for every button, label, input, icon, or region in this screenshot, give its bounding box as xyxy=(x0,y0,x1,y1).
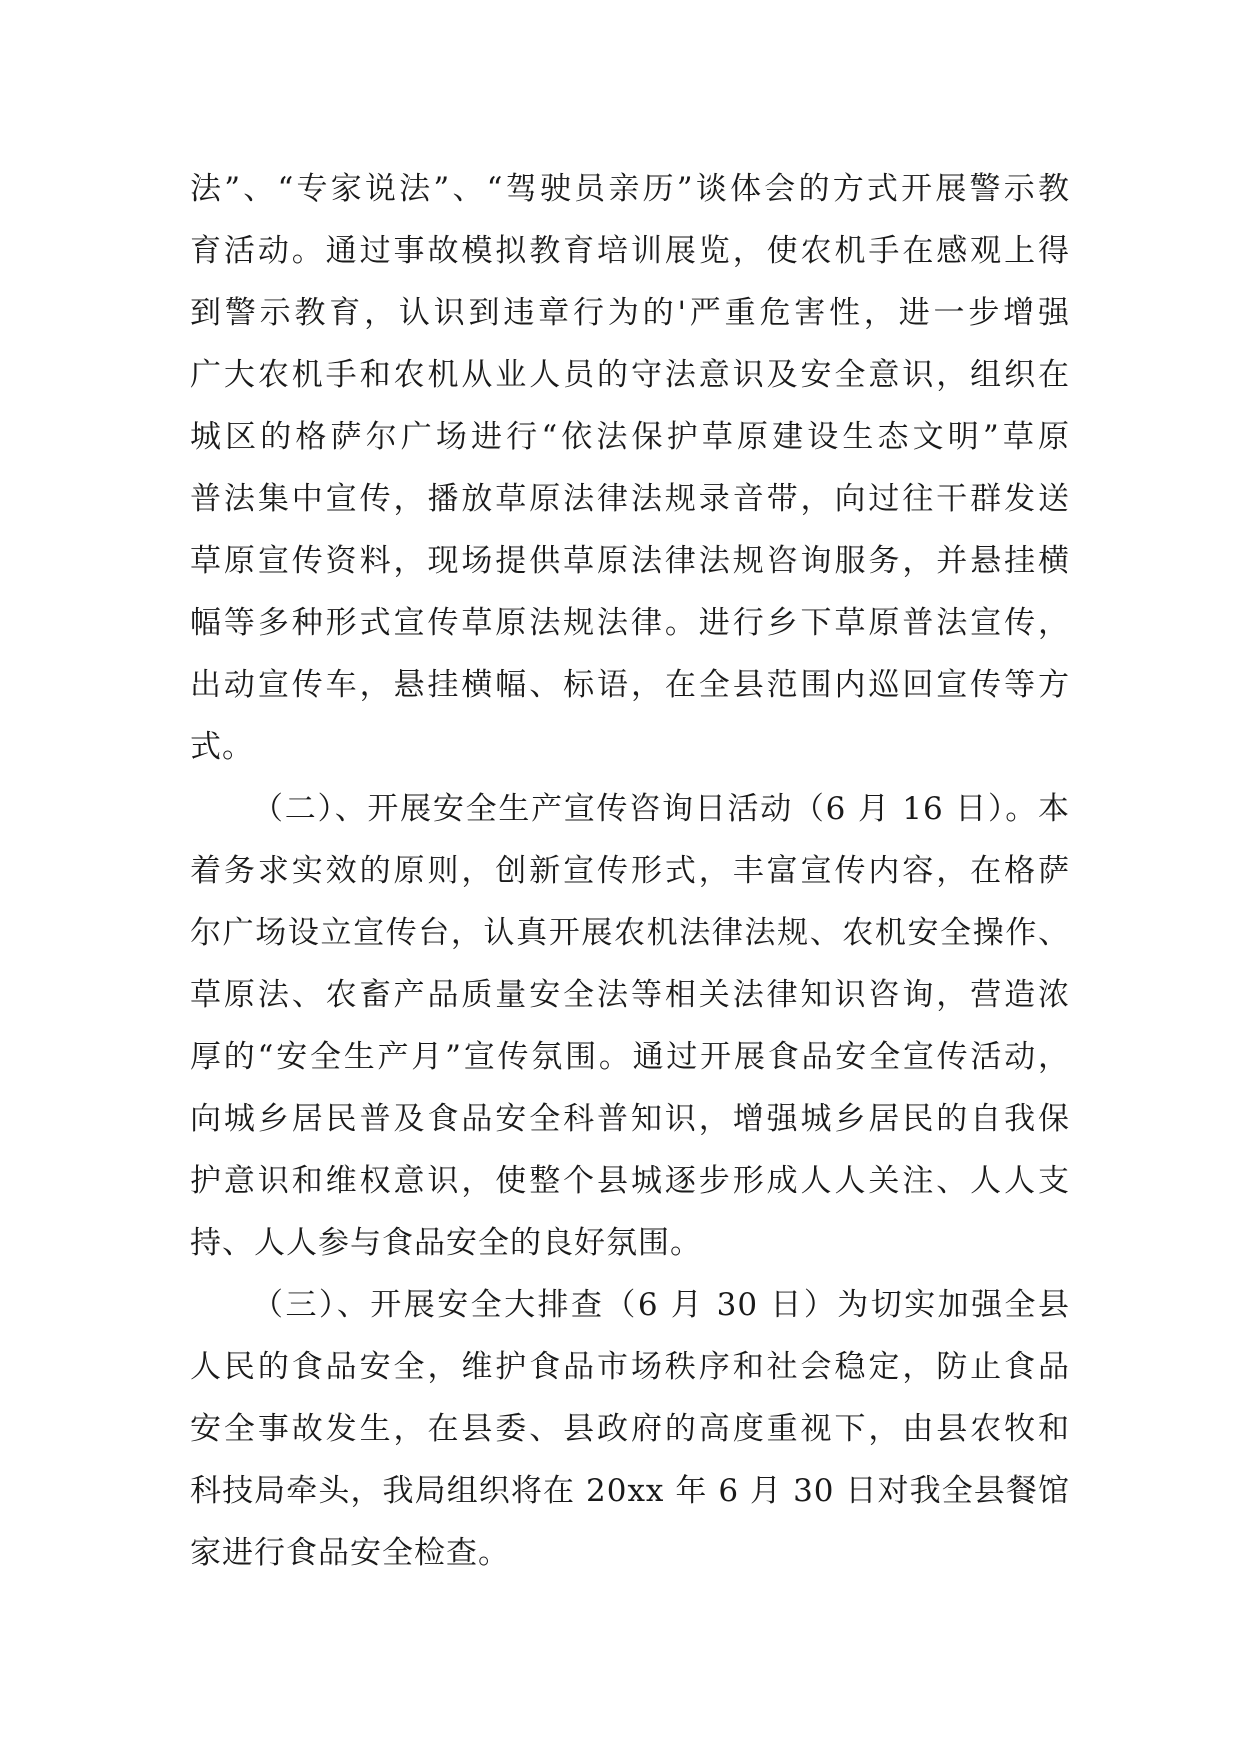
text-line: 护意识和维权意识，使整个县城逐步形成人人关注、人人支 xyxy=(190,1163,1070,1199)
text-line: 着务求实效的原则，创新宣传形式，丰富宣传内容，在格萨 xyxy=(190,853,1070,889)
text-line: 法”、“专家说法”、“驾驶员亲历”谈体会的方式开展警示教 xyxy=(190,171,1070,207)
paragraph-2 xyxy=(190,778,1070,1274)
text-line: 到警示教育，认识到违章行为的'严重危害性，进一步增强 xyxy=(190,295,1070,331)
text-line: 幅等多种形式宣传草原法规法律。进行乡下草原普法宣传， xyxy=(190,605,1070,641)
text-line: 向城乡居民普及食品安全科普知识，增强城乡居民的自我保 xyxy=(190,1101,1070,1137)
text-line: 家进行食品安全检查。 xyxy=(190,1535,510,1571)
text-line: 人民的食品安全，维护食品市场秩序和社会稳定，防止食品 xyxy=(190,1349,1070,1385)
text-line: 出动宣传车，悬挂横幅、标语，在全县范围内巡回宣传等方 xyxy=(190,667,1070,703)
document-body xyxy=(190,158,1070,1584)
text-line: 持、人人参与食品安全的良好氛围。 xyxy=(190,1225,702,1261)
text-line: 城区的格萨尔广场进行“依法保护草原建设生态文明”草原 xyxy=(190,419,1070,455)
text-line: 厚的“安全生产月”宣传氛围。通过开展食品安全宣传活动， xyxy=(190,1039,1070,1075)
text-line: 科技局牵头，我局组织将在 20xx 年 6 月 30 日对我全县餐馆 xyxy=(190,1473,1070,1509)
text-line: 尔广场设立宣传台，认真开展农机法律法规、农机安全操作、 xyxy=(190,915,1070,951)
text-line: 草原宣传资料，现场提供草原法律法规咨询服务，并悬挂横 xyxy=(190,543,1070,579)
text-line: 草原法、农畜产品质量安全法等相关法律知识咨询，营造浓 xyxy=(190,977,1070,1013)
paragraph-3 xyxy=(190,1274,1070,1584)
text-line: 普法集中宣传，播放草原法律法规录音带，向过往干群发送 xyxy=(190,481,1070,517)
paragraph-1 xyxy=(190,158,1070,778)
text-line: 式。 xyxy=(190,729,254,765)
text-line: （三）、开展安全大排查（6 月 30 日）为切实加强全县 xyxy=(252,1287,1070,1323)
text-line: 育活动。通过事故模拟教育培训展览，使农机手在感观上得 xyxy=(190,233,1070,269)
text-line: 安全事故发生，在县委、县政府的高度重视下，由县农牧和 xyxy=(190,1411,1070,1447)
text-line: 广大农机手和农机从业人员的守法意识及安全意识，组织在 xyxy=(190,357,1070,393)
text-line: （二）、开展安全生产宣传咨询日活动（6 月 16 日）。本 xyxy=(252,791,1070,827)
